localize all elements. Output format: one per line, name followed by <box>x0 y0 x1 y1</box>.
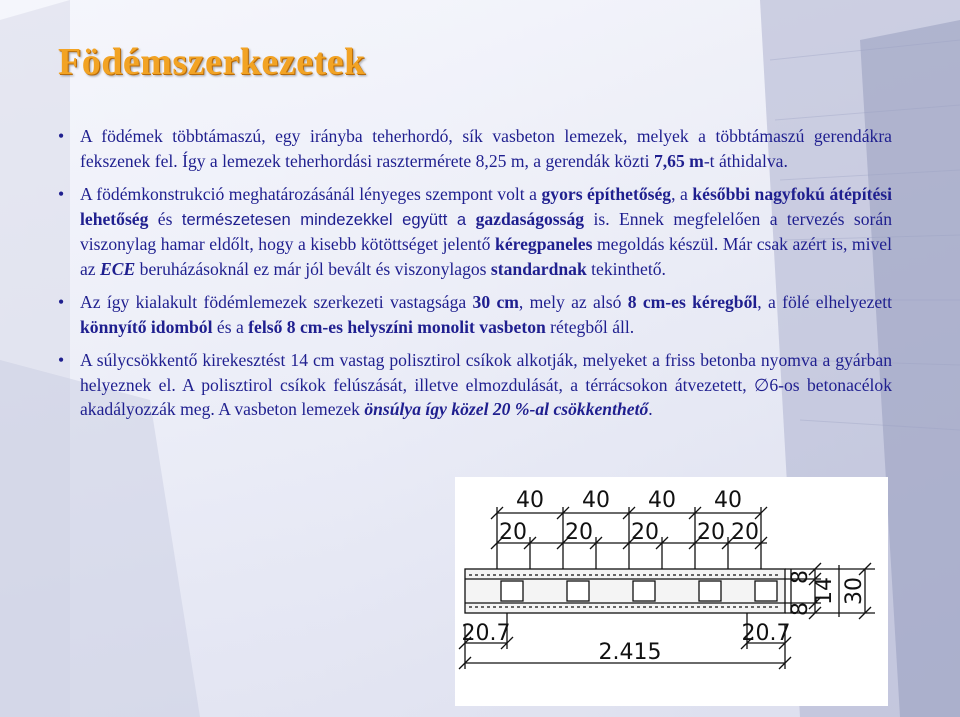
bullet-text: A födémek többtámaszú, egy irányba teherhordó, sík vasbeton lemezek, melyek a többtámaszú gerendákra fekszenek fel. Így a lemezek teherhordási rasztermérete 8,25 m, a gerendák közti <box>80 126 892 171</box>
bullet-text: A súlycsökkentő kirekesztést 14 cm vastag polisztirol csíkok alkotják, melyeket a friss betonba nyomva a gyárban helyeznek el. A polisztirol csíkok felúszását, illetve elmozdulását, a térrácsokon átvezetett, ∅6-os betonacélok akadályozzák meg. A vasbeton lemezek <box>80 350 892 419</box>
dim-top-3: 40 <box>648 488 676 513</box>
bullet-text: és a <box>212 316 249 337</box>
bullet-text: . <box>648 399 653 419</box>
dim-sub-2: 20 <box>565 520 593 545</box>
dim-total: 2.415 <box>598 640 662 665</box>
bullet-text: , a <box>671 184 693 204</box>
bullet-emphasis: 8 cm-es kéregből <box>627 292 758 312</box>
bullet-emphasis: 7,65 m <box>653 150 704 171</box>
dim-right-edge: 20.7 <box>741 621 791 646</box>
bullet-emphasis: kéregpaneles <box>495 234 593 254</box>
dim-top-2: 40 <box>582 488 610 513</box>
bullet-item <box>58 182 892 281</box>
bullet-item <box>58 348 892 422</box>
dim-right-4: 30 <box>842 577 867 605</box>
dim-sub-3: 20 <box>631 520 659 545</box>
bullet-text: rétegből áll. <box>545 316 635 337</box>
bullet-text: -t áthidalva. <box>703 150 788 171</box>
bullet-list <box>58 124 892 431</box>
slab-section <box>465 569 785 613</box>
bullet-text <box>466 209 475 229</box>
bullet-emphasis: ECE <box>100 258 136 279</box>
bullet-emphasis: gyors építhetőség <box>541 184 672 204</box>
dim-sub-5: 20 <box>731 520 759 545</box>
bullet-emphasis: természetesen mindezekkel együtt a <box>181 209 467 229</box>
bullet-emphasis: felső 8 cm-es helyszíni monolit vasbeton <box>248 316 546 337</box>
bullet-text: A födémkonstrukció meghatározásánál lényeges szempont volt a <box>80 184 542 204</box>
bullet-text: , mely az alsó <box>518 292 628 312</box>
dim-sub-4: 20 <box>697 520 725 545</box>
bullet-emphasis: könnyítő idomból <box>80 316 213 337</box>
page-title: Födémszerkezetek <box>58 41 366 83</box>
bullet-item <box>58 290 892 339</box>
bullet-text: és <box>148 208 182 229</box>
bullet-emphasis: későbbi nagyfokú átépítési lehetőség <box>80 184 892 229</box>
slab-cross-section-drawing <box>455 477 888 706</box>
bullet-emphasis: 30 cm <box>472 292 519 312</box>
dim-left-edge: 20.7 <box>461 621 511 646</box>
bullet-emphasis: standardnak <box>490 258 587 279</box>
bullet-emphasis: gazdaságosság <box>475 208 585 229</box>
bullet-item <box>58 124 892 173</box>
slab-section-diagram <box>455 477 888 706</box>
bullet-text: megoldás készül. Már csak azért is, mivel az <box>80 234 892 279</box>
bullet-emphasis: önsúlya így közel 20 %-al csökkenthető <box>364 399 649 419</box>
dim-top-1: 40 <box>516 488 544 513</box>
dim-top-4: 40 <box>714 488 742 513</box>
bullet-text: tekinthető. <box>586 258 666 279</box>
bullet-text: beruházásoknál ez már jól bevált és viszonylagos <box>135 258 491 279</box>
bullet-text: is. Ennek megfelelően a tervezés során viszonylag hamar eldőlt, hogy a kisebb kötöttséget jelentő <box>80 208 893 254</box>
bullet-text: Az így kialakult födémlemezek szerkezeti vastagsága <box>80 292 473 312</box>
dim-right-3: 8 <box>788 602 813 616</box>
dim-sub-1: 20 <box>499 520 527 545</box>
bullet-text: , a fölé elhelyezett <box>757 292 892 312</box>
dim-right-2: 14 <box>812 577 837 605</box>
dim-right-1: 8 <box>788 570 813 584</box>
